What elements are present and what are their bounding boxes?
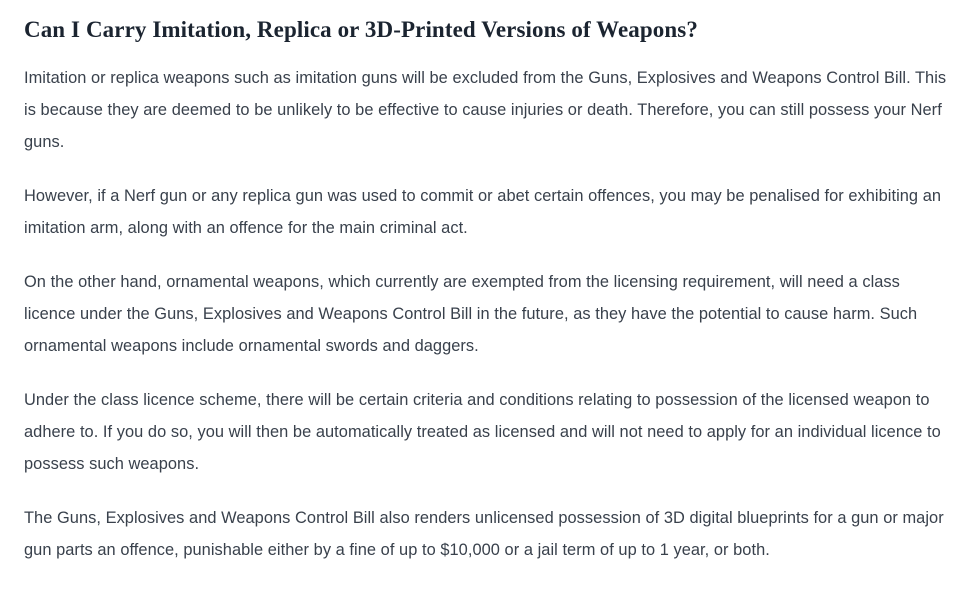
article-paragraph: However, if a Nerf gun or any replica gun was used to commit or abet certain offences, you may be penalised for exhibiting an imitation arm, along with an offence for the main criminal act. <box>24 186 942 237</box>
page-title: Can I Carry Imitation, Replica or 3D-Printed Versions of Weapons? <box>24 17 698 42</box>
article-paragraph: The Guns, Explosives and Weapons Control Bill also renders unlicensed possession of 3D digital blueprints for a gun or major gun parts an offence, punishable either by a fine of up to $10,000 or a jail term of up to 1 year, or both. <box>24 508 944 559</box>
article-paragraph: On the other hand, ornamental weapons, which currently are exempted from the licensing requirement, will need a class licence under the Guns, Explosives and Weapons Control Bill in the future, as they have the potential to cause harm. Such ornamental weapons include ornamental swords and daggers. <box>24 272 918 355</box>
article-paragraph: Under the class licence scheme, there will be certain criteria and conditions relating to possession of the licensed weapon to adhere to. If you do so, you will then be automatically treated as licensed and will not need to apply for an individual licence to possess such weapons. <box>24 390 941 473</box>
article-paragraph: Imitation or replica weapons such as imitation guns will be excluded from the Guns, Explosives and Weapons Control Bill. This is because they are deemed to be unlikely to be effective to cause injuries or death. Therefore, you can still possess your Nerf guns. <box>24 68 947 151</box>
